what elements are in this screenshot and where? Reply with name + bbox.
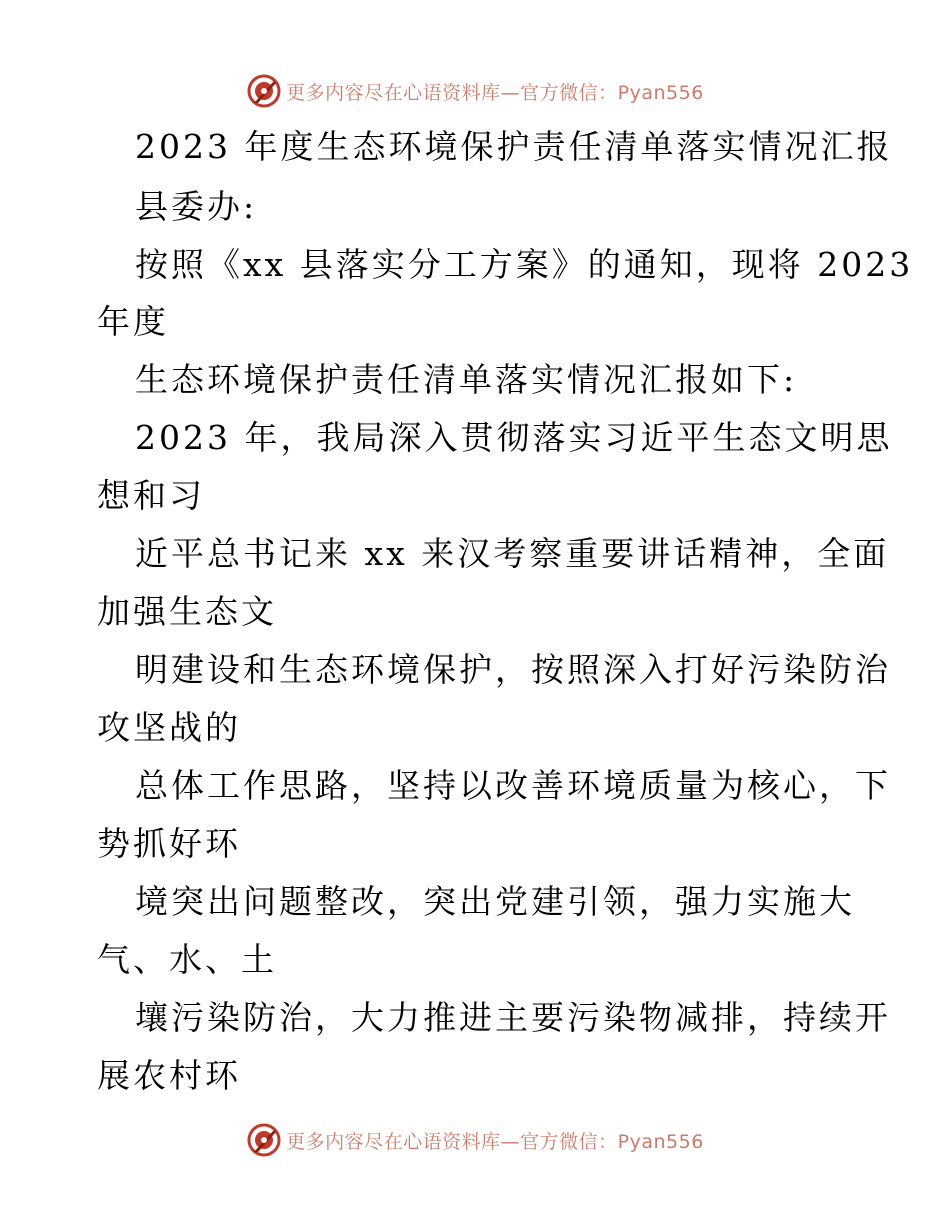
- text-line: 加强生态文: [97, 592, 277, 631]
- text-line: 展农村环: [97, 1056, 241, 1095]
- text-line: 2023 年，我局深入贯彻落实习近平生态文明思: [135, 418, 893, 457]
- text-line: 想和习: [97, 476, 205, 515]
- watermark-text: 更多内容尽在心语资料库—官方微信：Pyan556: [286, 1130, 704, 1153]
- text-line: 势抓好环: [97, 824, 241, 863]
- watermark-text: 更多内容尽在心语资料库—官方微信：Pyan556: [286, 81, 704, 104]
- quill-seal-icon: [246, 1122, 282, 1158]
- text-line: 按照《xx 县落实分工方案》的通知，现将 2023: [135, 245, 914, 284]
- text-line: 明建设和生态环境保护，按照深入打好污染防治: [135, 650, 891, 689]
- text-line: 攻坚战的: [97, 708, 241, 747]
- text-line: 境突出问题整改，突出党建引领，强力实施大: [135, 882, 855, 921]
- text-line: 县委办:: [135, 187, 258, 226]
- text-line: 近平总书记来 xx 来汉考察重要讲话精神，全面: [135, 534, 890, 573]
- text-line: 总体工作思路，坚持以改善环境质量为核心，下: [135, 766, 891, 805]
- text-line: 年度: [97, 302, 169, 341]
- text-line: 气、水、土: [97, 940, 277, 979]
- text-line: 生态环境保护责任清单落实情况汇报如下:: [135, 360, 798, 399]
- document-title: 2023 年度生态环境保护责任清单落实情况汇报: [135, 127, 893, 166]
- text-line: 壤污染防治，大力推进主要污染物减排，持续开: [135, 998, 891, 1037]
- watermark-footer: [0, 1120, 950, 1160]
